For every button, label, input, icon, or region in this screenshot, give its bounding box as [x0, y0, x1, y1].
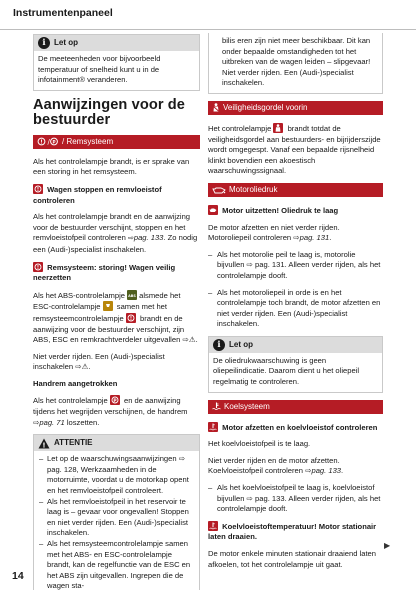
- note-body: De meeteenheden voor bijvoorbeeld temperatuur of snelheid kunt u in de infotainment® veranderen.: [38, 54, 161, 85]
- note-header: [34, 35, 199, 51]
- svg-text:!: !: [36, 187, 40, 193]
- svg-text:!: !: [40, 139, 43, 146]
- text: loszetten.: [66, 417, 100, 427]
- svg-text:ABS: ABS: [128, 293, 136, 298]
- svg-text:!: !: [36, 265, 40, 271]
- paragraph-brake-fluid: [33, 212, 200, 255]
- subheading-stop-check: [33, 184, 200, 206]
- warning-list: [34, 451, 199, 590]
- text: brandt totdat de veiligheidsgordel aan bestuurders- en bijrijderszijde wordt omgegespt. Vanaf een bepaalde rijsnelheid klinkt bovendien een akoestisch waarschuwingssignaal.: [208, 123, 381, 176]
- text: Niet verder rijden en de motor afzetten. Koelvloeistofpeil controleren: [208, 455, 340, 476]
- page-ref-link[interactable]: pag. 133: [311, 466, 342, 476]
- section-title: Koelsysteem: [224, 401, 270, 411]
- brake-warning-icon: [37, 137, 59, 151]
- page-header: [0, 0, 416, 30]
- subheading-text: Motor uitzetten! Oliedruk te laag: [222, 205, 339, 215]
- page-ref-link[interactable]: pag. 131: [299, 233, 330, 243]
- section-bar-cooling: [208, 400, 383, 414]
- text: Niet verder rijden. Een (Audi-)specialist inschakelen: [33, 351, 165, 372]
- subheading-brake-fault: [33, 262, 200, 284]
- text: samen met het remsysteemcontrolelampje: [33, 302, 168, 323]
- svg-text:P: P: [52, 139, 56, 145]
- brake-lamp-icon: [33, 184, 43, 194]
- right-column: [208, 33, 383, 576]
- warning-box-continued: [208, 33, 383, 94]
- arrow-ref-icon: ⇨: [33, 417, 40, 427]
- paragraph-coolant-check: Niet verder rijden en de motor afzetten. Koelvloeistofpeil controleren ⇨pag. 133.: [208, 455, 344, 476]
- arrow-ref-icon: ⇨: [127, 235, 134, 243]
- section-heading: Aanwijzingen voor de bestuurder: [33, 96, 186, 129]
- section-bar-remsysteem: [33, 135, 200, 149]
- text: en de aanwijzing tijdens het wegrijden verschijnen, de handrem: [33, 396, 188, 417]
- warning-item: – Let op de waarschuwingsaanwijzingen ⇨ pag. 128, Werkzaamheden in de motorruimte, voordat u de motorkap opent en het remvloeistofpeil controleert.: [39, 454, 194, 496]
- svg-text:/: /: [47, 137, 50, 146]
- list-item: – Als het motorolie peil te laag is, motorolie bijvullen ⇨ pag. 131. Alleen verder rijden, als het controlelampje dooft.: [208, 250, 383, 282]
- next-page-arrow-icon: ▶: [384, 541, 391, 550]
- warning-triangle-icon: ⚠: [81, 362, 89, 372]
- warning-item: – Als het remvloeistofpeil in het reservoir te laag is – gevaar voor ongevallen! Stoppen en niet verder rijden. Een (Audi-)specialist inschakelen.: [39, 497, 194, 539]
- brake-lamp-icon: [33, 262, 43, 272]
- text: . Zo nodig een (Audi-)specialist inschakelen.: [33, 233, 198, 254]
- paragraph-abs-esc: Als het ABS-controlelampje ABS alsmede het ESC-controlelampje samen met het remsysteemcontrolelampje ! brandt en de aanwijzing voor de bestuurder verschijnt, zijn ABS, ESC en remkrachtverdeler uitgevallen ⇨⚠.: [33, 290, 198, 345]
- page-number: 14: [12, 570, 24, 582]
- chapter-title: Instrumentenpaneel: [13, 7, 113, 19]
- seatbelt-lamp-icon: [273, 123, 283, 133]
- text: Het controlelampje: [208, 123, 272, 133]
- text: Als het ABS-controlelampje: [33, 290, 126, 300]
- subheading-text: Motor afzetten en koelvloeistof controleren: [222, 422, 378, 432]
- paragraph-oil-check: De motor afzetten en niet verder rijden. Motoroliepeil controleren ⇨pag. 131.: [208, 222, 340, 243]
- oil-lamp-icon: [208, 205, 218, 215]
- section-title: Motoroliedruk: [229, 184, 278, 194]
- warning-title: ATTENTIE: [54, 438, 93, 448]
- arrow-ref-icon: ⇨: [293, 233, 300, 243]
- coolant-icon: [212, 402, 221, 416]
- note-box-oil: [208, 336, 383, 393]
- paragraph-coolant-low: Het koelvloeistofpeil is te laag.: [208, 439, 311, 449]
- list-item: – Als het motoroliepeil in orde is en het controlelampje toch brandt, de motor afzetten en niet verder rijden. Een (Audi-)specialist inschakelen.: [208, 288, 383, 330]
- text: Als het controlelampje brandt en de aanwijzing voor de bestuurder verschijnt, stoppen en het remvloeistofpeil controleren: [33, 212, 191, 243]
- warning-item: – Als het remsysteemcontrolelampje samen met het ABS- en ESC-controlelampje brandt, kan de regelfunctie van de ESC en het ABS zijn uitgevallen. Ingrepen die de wagen sta-: [39, 539, 194, 590]
- subheading-text: Remsysteem: storing! Wagen veilig neerzetten: [33, 262, 176, 283]
- arrow-ref-icon: ⇨: [182, 335, 189, 345]
- warning-triangle-icon: [38, 438, 50, 449]
- list-item: – Als het koelvloeistofpeil te laag is, koelvloeistof bijvullen ⇨ pag. 133. Alleen verder rijden, als het controlelampje dooft.: [208, 483, 383, 515]
- arrow-ref-icon: ⇨: [75, 362, 82, 372]
- section-bar-seatbelt: [208, 101, 383, 115]
- note-title: Let op: [229, 339, 253, 349]
- oil-can-icon: [212, 185, 226, 199]
- warning-triangle-icon: ⚠: [188, 335, 196, 345]
- coolant-lamp-icon: [208, 521, 218, 531]
- info-icon: i: [213, 339, 225, 351]
- note-box-units: [33, 34, 200, 91]
- esc-lamp-icon: [103, 301, 113, 311]
- subheading-text: Koelvloeistoftemperatuur! Motor stationair laten draaien.: [208, 521, 377, 542]
- abs-lamp-icon: [127, 290, 137, 300]
- brake-lamp-icon: [126, 313, 136, 323]
- page-ref-link[interactable]: pag. 133: [133, 233, 164, 243]
- warning-header: [34, 435, 199, 451]
- note-title: Let op: [54, 38, 78, 47]
- paragraph-seatbelt: [208, 123, 383, 177]
- subheading-coolant-temp: [208, 521, 383, 543]
- info-icon: i: [38, 37, 50, 49]
- text: Als het controlelampje: [33, 396, 108, 406]
- coolant-lamp-icon: [208, 422, 218, 432]
- section-title: Veiligheidsgordel voorin: [223, 102, 308, 112]
- paragraph-coolant-idle: De motor enkele minuten stationair draaiend laten afkoelen, tot het controlelampje uit gaat.: [208, 549, 377, 569]
- paragraph-contact-specialist: Niet verder rijden. Een (Audi-)specialist inschakelen ⇨⚠.: [33, 351, 165, 372]
- subheading-coolant-check: [208, 422, 383, 434]
- warning-box-attention: [33, 434, 200, 590]
- text: alsmede het ESC-controlelampje: [33, 290, 181, 312]
- coolant-list: [208, 483, 383, 515]
- oil-list: [208, 250, 383, 330]
- svg-text:!: !: [42, 441, 46, 450]
- paragraph-remsysteem-intro: Als het controlelampje brandt, is er sprake van een storing in het remsysteem.: [33, 156, 190, 177]
- arrow-ref-icon: ⇨: [305, 466, 312, 476]
- note-header: [209, 337, 382, 353]
- section-title: / Remsysteem: [62, 136, 114, 146]
- parking-brake-icon: [110, 395, 120, 405]
- note-body: De oliedrukwaarschuwing is geen oliepeilindicatie. Daarom dient u het oliepeil regelmatig te controleren.: [213, 355, 360, 387]
- seatbelt-icon: [212, 103, 220, 117]
- page-ref-link[interactable]: pag. 71: [39, 417, 65, 427]
- subheading-handbrake: Handrem aangetrokken: [33, 378, 118, 388]
- svg-text:!: !: [129, 316, 132, 322]
- section-bar-oil-pressure: [208, 183, 383, 197]
- text: De motor afzetten en niet verder rijden. Motoroliepeil controleren: [208, 222, 340, 243]
- paragraph-handbrake: [33, 395, 200, 428]
- warning-continued-text: bilis eren zijn niet meer beschikbaar. Dit kan onder bepaalde omstandigheden tot het uitbreken van de wagen leiden – slipgevaar! Niet verder rijden. Een (Audi-)specialist inschakelen.: [222, 36, 371, 88]
- subheading-oil-pressure: [208, 205, 383, 217]
- text: brandt en de aanwijzing voor de bestuurder verschijnt, zijn ABS, ESC en remkrachtverdeler uitgevallen: [33, 313, 185, 345]
- svg-text:P: P: [113, 399, 117, 405]
- subheading-text: Wagen stoppen en remvloeistof controleren: [33, 184, 162, 205]
- left-column: [33, 34, 200, 590]
